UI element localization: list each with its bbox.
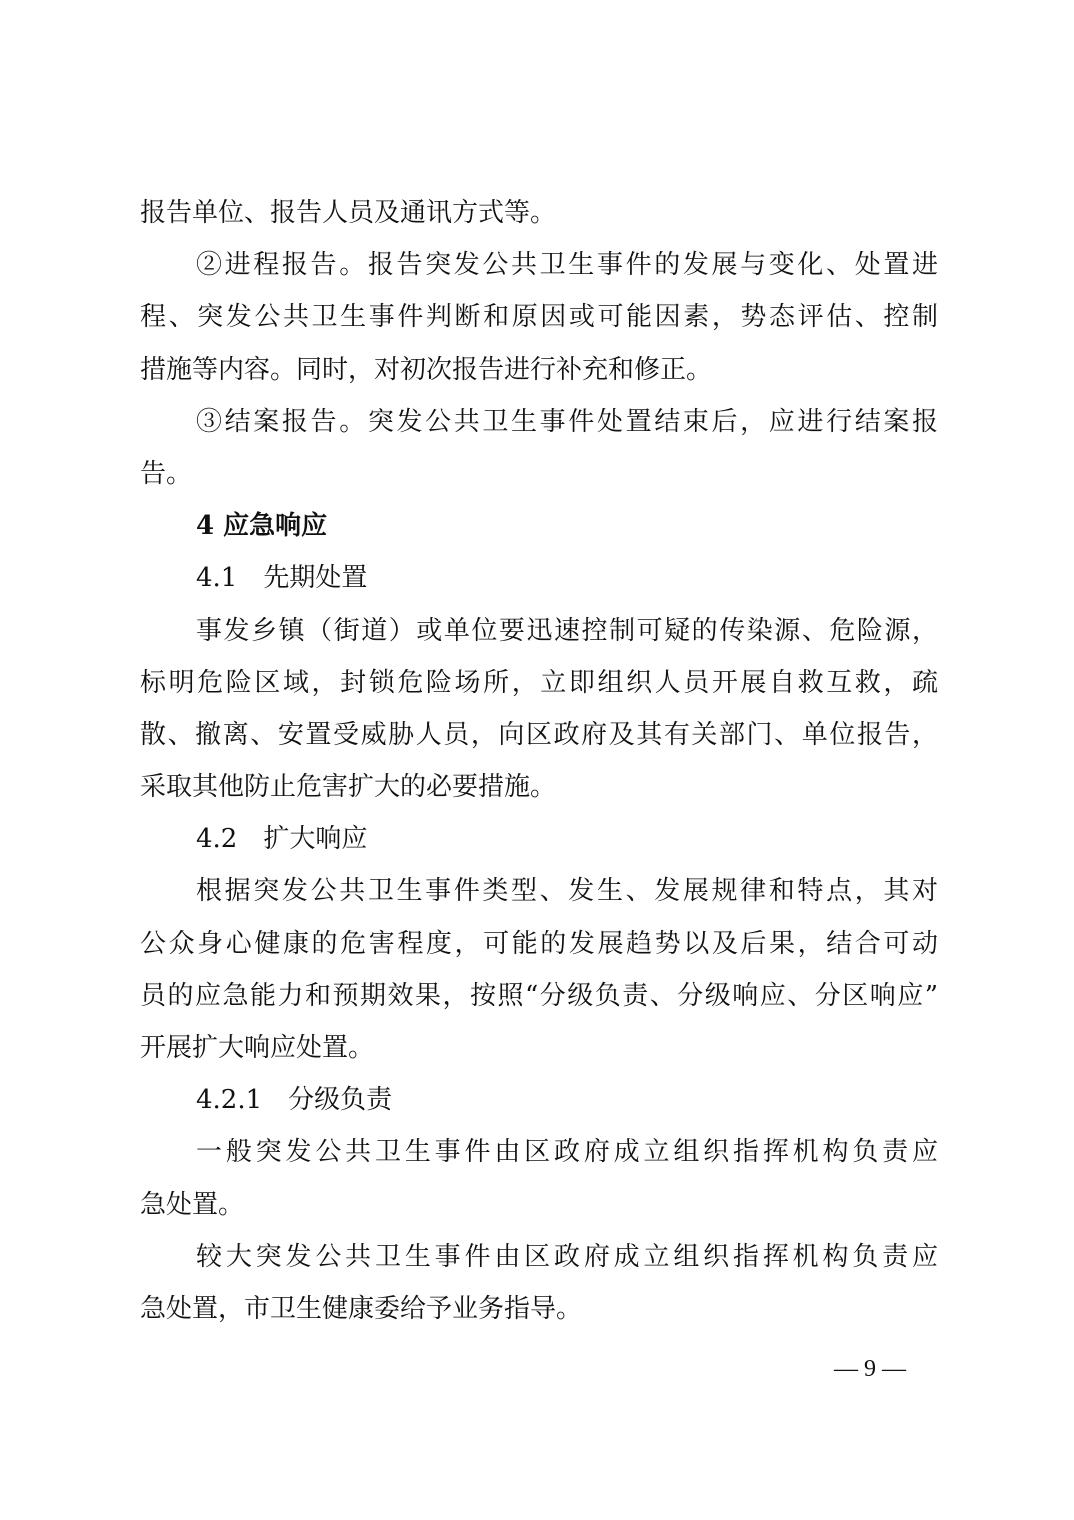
text-line: 标明危险区域，封锁危险场所，立即组织人员开展自救互救，疏 [140,667,938,698]
text-line: 员的应急能力和预期效果，按照“分级负责、分级响应、分区响应” [140,980,938,1011]
text-line: ②进程报告。报告突发公共卫生事件的发展与变化、处置进 [196,250,938,281]
document-body [140,187,938,1335]
text-line: 告。 [140,458,193,489]
text-line: 根据突发公共卫生事件类型、发生、发展规律和特点，其对 [196,876,938,907]
text-line: 采取其他防止危害扩大的必要措施。 [140,772,557,803]
text-line: 急处置，市卫生健康委给予业务指导。 [140,1293,583,1324]
text-line: 一般突发公共卫生事件由区政府成立组织指挥机构负责应 [196,1137,938,1168]
text-line: 公众身心健康的危害程度，可能的发展趋势以及后果，结合可动 [140,928,938,959]
text-line: 4.2 扩大响应 [196,824,368,855]
text-line: 开展扩大响应处置。 [140,1033,375,1063]
section-heading: 4 应急响应 [196,511,328,542]
text-line: 较大突发公共卫生事件由区政府成立组织指挥机构负责应 [196,1241,938,1272]
text-line: 程、突发公共卫生事件判断和原因或可能因素，势态评估、控制 [140,302,938,333]
text-line: 散、撤离、安置受威胁人员，向区政府及其有关部门、单位报告， [140,719,938,750]
text-line: 急处置。 [140,1189,245,1220]
text-line: 措施等内容。同时，对初次报告进行补充和修正。 [140,354,713,385]
page-number: — 9 — [834,1356,906,1382]
text-line: 4.1 先期处置 [196,563,368,594]
text-line: 4.2.1 分级负责 [196,1085,393,1116]
text-line: ③结案报告。突发公共卫生事件处置结束后，应进行结案报 [196,406,938,437]
text-line: 报告单位、报告人员及通讯方式等。 [140,198,557,228]
text-line: 事发乡镇（街道）或单位要迅速控制可疑的传染源、危险源， [196,615,938,646]
